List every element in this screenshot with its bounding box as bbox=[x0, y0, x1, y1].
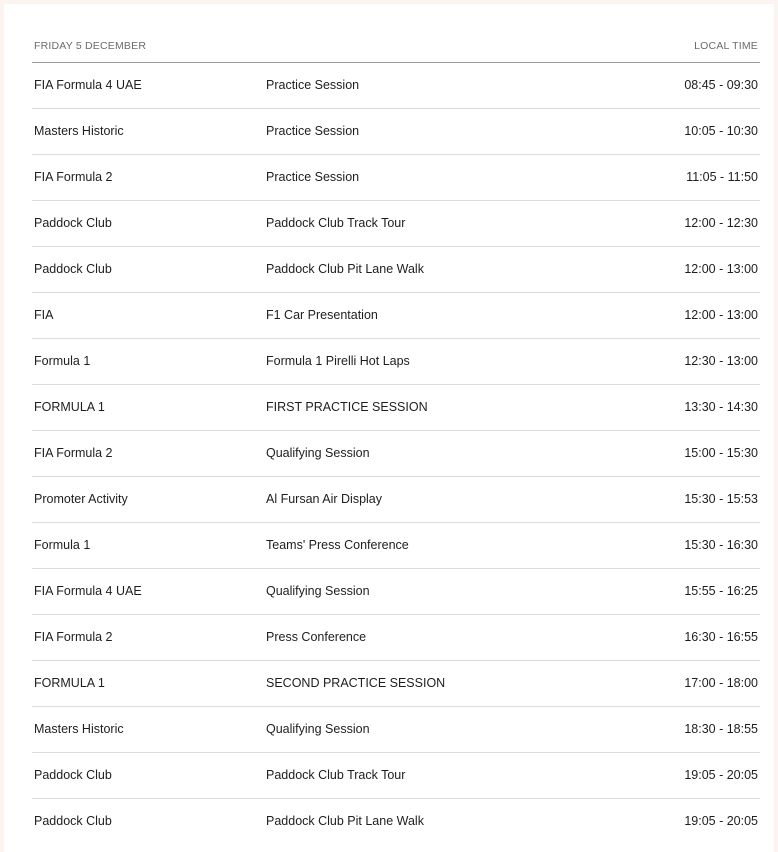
event-row bbox=[32, 293, 760, 339]
event-series: Paddock Club bbox=[34, 814, 112, 828]
event-time: 12:00 - 13:00 bbox=[684, 308, 758, 322]
event-time: 15:55 - 16:25 bbox=[684, 584, 758, 598]
event-series: FIA Formula 4 UAE bbox=[34, 584, 142, 598]
event-row bbox=[32, 155, 760, 201]
event-session: Qualifying Session bbox=[266, 584, 370, 598]
event-series: Formula 1 bbox=[34, 354, 91, 368]
local-time-label: LOCAL TIME bbox=[694, 39, 758, 52]
event-session: Al Fursan Air Display bbox=[266, 492, 383, 506]
event-session: Paddock Club Track Tour bbox=[266, 768, 406, 782]
event-time: 17:00 - 18:00 bbox=[684, 676, 758, 690]
event-session: Paddock Club Track Tour bbox=[266, 216, 406, 230]
event-session: Teams' Press Conference bbox=[266, 538, 409, 552]
event-series: Formula 1 bbox=[34, 538, 91, 552]
event-time: 08:45 - 09:30 bbox=[684, 78, 758, 92]
schedule-table bbox=[32, 29, 760, 844]
event-session: Practice Session bbox=[266, 78, 360, 92]
event-time: 18:30 - 18:55 bbox=[684, 722, 758, 736]
event-series: FIA Formula 2 bbox=[34, 446, 113, 460]
event-time: 15:30 - 16:30 bbox=[684, 538, 758, 552]
event-row bbox=[32, 385, 760, 431]
event-series: Masters Historic bbox=[34, 124, 124, 138]
event-session: Paddock Club Pit Lane Walk bbox=[266, 814, 424, 828]
event-series: FIA Formula 2 bbox=[34, 630, 113, 644]
event-time: 15:00 - 15:30 bbox=[684, 446, 758, 460]
event-series: FIA Formula 2 bbox=[34, 170, 113, 184]
event-session: Qualifying Session bbox=[266, 722, 370, 736]
event-time: 12:00 - 13:00 bbox=[684, 262, 758, 276]
event-time: 16:30 - 16:55 bbox=[684, 630, 758, 644]
schedule-header bbox=[32, 29, 760, 63]
event-session: F1 Car Presentation bbox=[266, 308, 378, 322]
event-row bbox=[32, 247, 760, 293]
event-series: FORMULA 1 bbox=[34, 676, 105, 690]
event-series: FIA bbox=[34, 308, 54, 322]
event-row bbox=[32, 753, 760, 799]
event-series: Promoter Activity bbox=[34, 492, 128, 506]
event-series: Masters Historic bbox=[34, 722, 124, 736]
event-session: FIRST PRACTICE SESSION bbox=[266, 400, 428, 414]
event-series: FIA Formula 4 UAE bbox=[34, 78, 142, 92]
event-time: 12:30 - 13:00 bbox=[684, 354, 758, 368]
event-session: Formula 1 Pirelli Hot Laps bbox=[266, 354, 410, 368]
event-series: FORMULA 1 bbox=[34, 400, 105, 414]
event-time: 12:00 - 12:30 bbox=[684, 216, 758, 230]
event-row bbox=[32, 799, 760, 844]
event-row bbox=[32, 201, 760, 247]
event-series: Paddock Club bbox=[34, 768, 112, 782]
event-session: SECOND PRACTICE SESSION bbox=[266, 676, 446, 690]
event-row bbox=[32, 569, 760, 615]
event-session: Practice Session bbox=[266, 170, 360, 184]
event-session: Qualifying Session bbox=[266, 446, 370, 460]
event-time: 19:05 - 20:05 bbox=[684, 768, 758, 782]
event-time: 13:30 - 14:30 bbox=[684, 400, 758, 414]
event-time: 10:05 - 10:30 bbox=[684, 124, 758, 138]
day-label: FRIDAY 5 DECEMBER bbox=[34, 39, 147, 52]
event-session: Practice Session bbox=[266, 124, 360, 138]
event-row bbox=[32, 523, 760, 569]
event-time: 19:05 - 20:05 bbox=[684, 814, 758, 828]
event-row bbox=[32, 63, 760, 109]
event-row bbox=[32, 661, 760, 707]
event-session: Press Conference bbox=[266, 630, 367, 644]
event-row bbox=[32, 339, 760, 385]
event-time: 15:30 - 15:53 bbox=[684, 492, 758, 506]
event-row bbox=[32, 477, 760, 523]
event-series: Paddock Club bbox=[34, 262, 112, 276]
event-series: Paddock Club bbox=[34, 216, 112, 230]
event-session: Paddock Club Pit Lane Walk bbox=[266, 262, 424, 276]
event-row bbox=[32, 431, 760, 477]
event-row bbox=[32, 109, 760, 155]
event-row bbox=[32, 615, 760, 661]
event-time: 11:05 - 11:50 bbox=[686, 170, 758, 184]
schedule-card bbox=[4, 4, 774, 852]
event-row bbox=[32, 707, 760, 753]
